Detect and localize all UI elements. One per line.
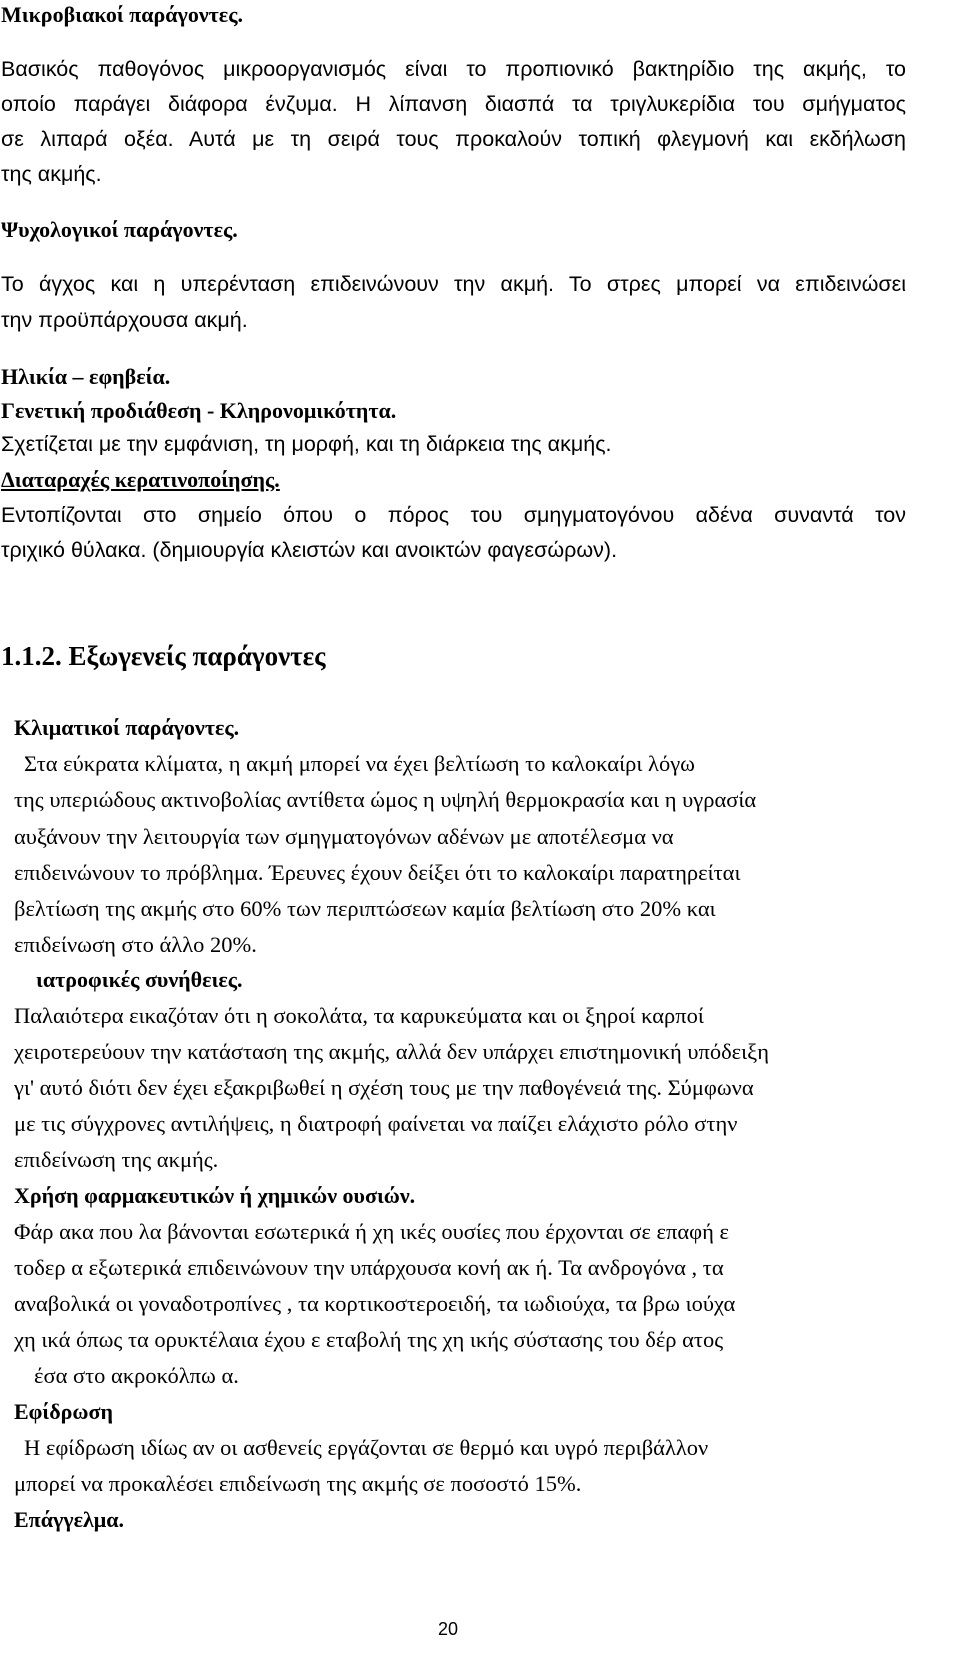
- heading-drug-chemical-use: Χρήση φαρμακευτικών ή χημικών ουσιών.: [14, 1183, 416, 1208]
- heading-keratinization-disorders: Διαταραχές κερατινοποίησης.: [1, 467, 280, 492]
- paragraph-line: χειροτερεύουν την κατάσταση της ακμής, αλλά δεν υπάρχει επιστημονική υπόδειξη: [14, 1039, 769, 1064]
- paragraph-line: της ακμής.: [1, 162, 102, 186]
- paragraph-line: επιδείνωση της ακμής.: [14, 1147, 219, 1172]
- page-number: 20: [438, 1619, 459, 1639]
- paragraph-line: Φάρ ακα που λα βάνονται εσωτερικά ή χη ικές ουσίες που έρχονται σε επαφή ε: [14, 1219, 729, 1244]
- paragraph-line: τριχικό θύλακα. (δημιουργία κλειστών και ανοικτών φαγεσώρων).: [1, 538, 618, 562]
- heading-psychological-factors: Ψυχολογικοί παράγοντες.: [1, 217, 238, 242]
- paragraph-line: Η εφίδρωση ιδίως αν οι ασθενείς εργάζονται σε θερμό και υγρό περιβάλλον: [24, 1435, 709, 1460]
- heading-dietary-habits: ιατροφικές συνήθειες.: [36, 967, 243, 992]
- paragraph-line: Βασικός παθογόνος μικροοργανισμός είναι το προπιονικό βακτηρίδιο της ακμής, το: [1, 57, 906, 81]
- heading-sweating: Εφίδρωση: [14, 1399, 113, 1424]
- paragraph-line: τοδερ α εξωτερικά επιδεινώνουν την υπάρχουσα κονή ακ ή. Τα ανδρογόνα , τα: [14, 1255, 724, 1280]
- paragraph-line: Σχετίζεται με την εμφάνιση, τη μορφή, και τη διάρκεια της ακμής.: [1, 432, 612, 456]
- section-heading-exogenous-factors: 1.1.2. Εξωγενείς παράγοντες: [1, 641, 326, 671]
- paragraph-line: βελτίωση της ακμής στο 60% των περιπτώσεων καμία βελτίωση στο 20% και: [14, 896, 716, 921]
- paragraph-line: Παλαιότερα εικαζόταν ότι η σοκολάτα, τα καρυκεύματα και οι ξηροί καρποί: [14, 1003, 704, 1028]
- heading-occupation: Επάγγελμα.: [14, 1507, 125, 1532]
- paragraph-line: Εντοπίζονται στο σημείο όπου ο πόρος του σμηγματογόνου αδένα συναντά τον: [1, 503, 906, 527]
- paragraph-line: γι' αυτό διότι δεν έχει εξακριβωθεί η σχέση τους με την παθογένειά της. Σύμφωνα: [14, 1075, 754, 1100]
- paragraph-line: επιδείνωση στο άλλο 20%.: [14, 932, 257, 957]
- paragraph-line: Το άγχος και η υπερένταση επιδεινώνουν την ακμή. Το στρες μπορεί να επιδεινώσει: [1, 272, 906, 296]
- paragraph-line: αναβολικά οι γοναδοτροπίνες , τα κορτικοστεροειδή, τα ιωδιούχα, τα βρω ιούχα: [14, 1291, 736, 1316]
- paragraph-line: έσα στο ακροκόλπω α.: [34, 1363, 239, 1388]
- heading-age-puberty: Ηλικία – εφηβεία.: [1, 364, 171, 389]
- paragraph-line: οποίο παράγει διάφορα ένζυμα. Η λίπανση διασπά τα τριγλυκερίδια του σμήγματος: [1, 92, 906, 116]
- paragraph-line: της υπεριώδους ακτινοβολίας αντίθετα ώμος η υψηλή θερμοκρασία και η υγρασία: [14, 787, 757, 812]
- paragraph-line: την προϋπάρχουσα ακμή.: [1, 308, 248, 332]
- heading-climatic-factors: Κλιματικοί παράγοντες.: [14, 715, 240, 740]
- heading-microbial-factors: Μικροβιακοί παράγοντες.: [1, 2, 243, 27]
- paragraph-line: χη ικά όπως τα ορυκτέλαια έχου ε εταβολή της χη ικής σύστασης του δέρ ατος: [14, 1327, 724, 1352]
- paragraph-line: επιδεινώνουν το πρόβλημα. Έρευνες έχουν δείξει ότι το καλοκαίρι παρατηρείται: [14, 860, 741, 885]
- paragraph-line: με τις σύγχρονες αντιλήψεις, η διατροφή φαίνεται να παίζει ελάχιστο ρόλο στην: [14, 1111, 738, 1136]
- paragraph-line: Στα εύκρατα κλίματα, η ακμή μπορεί να έχει βελτίωση το καλοκαίρι λόγω: [24, 751, 695, 776]
- heading-genetic-predisposition: Γενετική προδιάθεση - Κληρονομικότητα.: [1, 398, 397, 423]
- paragraph-line: μπορεί να προκαλέσει επιδείνωση της ακμής σε ποσοστό 15%.: [14, 1471, 582, 1496]
- paragraph-line: σε λιπαρά οξέα. Αυτά με τη σειρά τους προκαλούν τοπική φλεγμονή και εκδήλωση: [1, 127, 906, 151]
- paragraph-line: αυξάνουν την λειτουργία των σμηγματογόνων αδένων με αποτέλεσμα να: [14, 824, 674, 849]
